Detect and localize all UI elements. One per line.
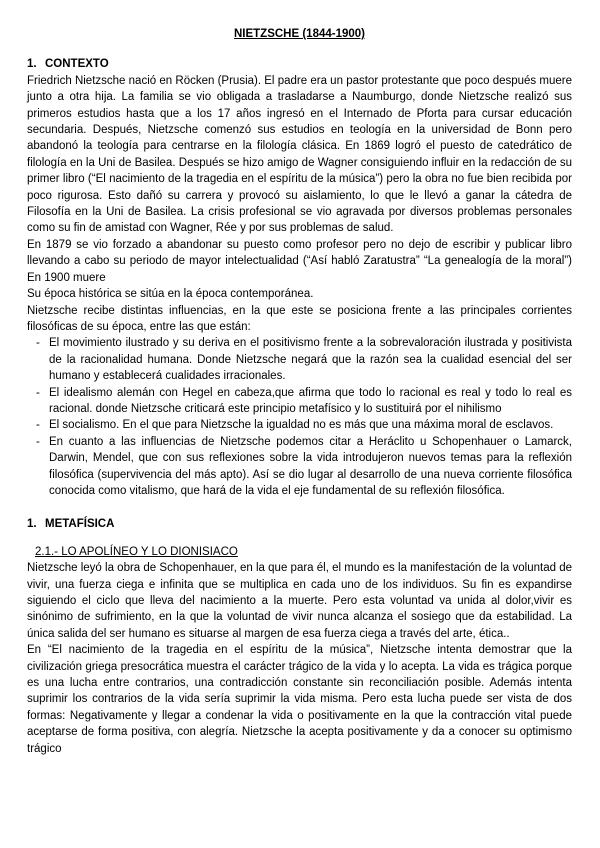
paragraph: Nietzsche recibe distintas influencias, en la que este se posiciona frente a las principales corrientes filosóficas de su época, entre las que están: [27,304,572,333]
paragraph: En 1879 se vio forzado a abandonar su puesto como profesor pero no dejo de escribir y publicar libro llevando a cabo su periodo de mayor intelectualidad (“Así habló Zaratustra” “La genealogía de la moral”) En 1900 muere [27,238,572,284]
dash-bullet: - [36,435,40,448]
list-item [27,385,572,418]
list-item-text: El socialismo. En el que para Nietzsche la igualdad no es más que una máxima moral de esclavos. [49,419,554,432]
section-title: CONTEXTO [45,58,109,71]
list-item-text: El idealismo alemán con Hegel en cabeza,que afirma que todo lo racional es real y todo lo real es racional. donde Nietzsche criticará este principio metafísico y lo sustituirá por el nihilismo [49,386,572,415]
document-page [27,26,572,757]
influences-list [27,335,572,499]
list-item [27,417,572,433]
subsection-heading: 2.1.- LO APOLÍNEO Y LO DIONISIACO [35,545,238,558]
dash-bullet: - [36,386,40,399]
section-number: 1. [27,518,37,531]
list-item [27,434,572,500]
section-number: 1. [27,58,37,71]
section-heading-contexto [27,56,572,72]
list-item-text: En cuanto a las influencias de Nietzsche podemos citar a Heráclito u Schopenhauer o Lamarck, Darwin, Mendel, que con sus reflexiones sobre la vida introdujeron nuevos temas para la reflexión filosófica (supervivencia del más apto). Así se dio lugar al desarrollo de una nueva corriente filosófica conocida como vitalismo, que hará de la vida el eje fundamental de su reflexión filosófica. [49,435,572,497]
paragraph: En “El nacimiento de la tragedia en el espíritu de la música”, Nietzsche intenta demostrar que la civilización griega presocrática muestra el carácter trágico de la vida y lo acepta. La vida es trágica porque es una lucha entre contrarios, una contradicción constante sin reconciliación posible. Además intenta suprimir los contrarios de la vida sería suprimir la vida misma. Pero esta lucha puede ser vista de dos formas: Negativamente y llegar a condenar la vida o positivamente en la que la contracción vital puede aceptarse de forma positiva, con alegría. Nietzsche la acepta positivamente y da a conocer su optimismo trágico [27,644,572,755]
dash-bullet: - [36,337,40,350]
section-heading-metafisica [27,516,572,532]
paragraph: Nietzsche leyó la obra de Schopenhauer, en la que para él, el mundo es la manifestación de la voluntad de vivir, una fuerza ciega e infinita que se multiplica en cada uno de los individuos. Su fin es expandirse siguiendo el ciclo que lleva del nacimiento a la muerte. Pero esta voluntad va unida al dolor,vivir es sinónimo de sufrimiento, en la que la voluntad de vivir nunca alcanza el sosiego que da estabilidad. La única salida del ser humano es situarse al margen de esa fuerza ciega a través del arte, ética.. [27,562,572,640]
paragraph: Friedrich Nietzsche nació en Röcken (Prusia). El padre era un pastor protestante que poco después muere junto a otra hija. La familia se vio obligada a trasladarse a Naumburgo, donde Nietzsche realizó sus primeros estudios hasta que a los 17 años ingresó en el Internado de Pforta para cursar educación secundaria. Después, Nietzsche comenzó sus estudios en teología en la universidad de Bonn pero abandonó la teología para centrarse en la filología clásica. En 1869 logró el puesto de catedrático de filología en la Uni de Basilea. Después se hizo amigo de Wagner consiguiendo influir en la redacción de su primer libro (“El nacimiento de la tragedia en el espíritu de la música”) pero la obra no fue bien recibida por poco rigurosa. Esto dañó su carrera y provocó su aislamiento, lo que le llevó a ganar la cátedra de Filosofía en la Uni de Basilea. La crisis profesional se vio agravada por diversos problemas personales como su fin de amistad con Wagner, Rée y por sus problemas de salud. [27,74,572,235]
list-item-text: El movimiento ilustrado y su deriva en el positivismo frente a la sobrevaloración ilustrada y positivista de la racionalidad humana. Donde Nietzsche negará que la razón sea la cualidad esencial del ser humano y establecerá cualidades irracionales. [49,337,572,383]
list-item [27,335,572,384]
section-title: METAFÍSICA [45,518,115,531]
document-title: NIETZSCHE (1844-1900) [233,28,366,40]
paragraph: Su época histórica se sitúa en la época contemporánea. [27,288,314,301]
dash-bullet: - [36,419,40,432]
